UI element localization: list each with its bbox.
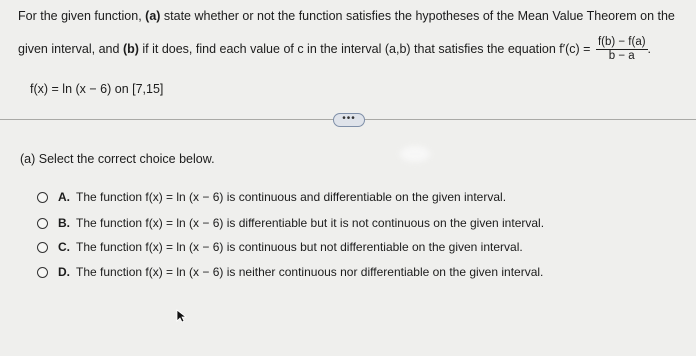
choice-c[interactable] <box>37 240 523 254</box>
question-line-1 <box>18 9 675 23</box>
choice-text: The function f(x) = ln (x − 6) is neither continuous nor differentiable on the given interval. <box>76 265 544 279</box>
question-text-2: if it does, find each value of c in the interval (a,b) that satisfies the equation f′(c) = <box>138 41 591 56</box>
choice-text: The function f(x) = ln (x − 6) is continuous but not differentiable on the given interval. <box>76 240 523 254</box>
radio-button-d[interactable] <box>37 267 48 278</box>
part-a-instruction: (a) Select the correct choice below. <box>20 152 215 166</box>
choice-letter: A. <box>58 190 70 204</box>
fraction-numerator: f(b) − f(a) <box>597 36 646 48</box>
radio-button-a[interactable] <box>37 192 48 203</box>
choice-letter: D. <box>58 265 70 279</box>
choice-text: The function f(x) = ln (x − 6) is differentiable but it is not continuous on the given interval. <box>76 216 545 230</box>
choice-b[interactable] <box>37 216 544 230</box>
choice-letter: B. <box>58 216 70 230</box>
fraction-period: . <box>647 41 652 56</box>
question-prefix: For the given function, <box>18 9 146 23</box>
part-a-marker: (a) <box>145 9 161 23</box>
question-prefix-2: given interval, and <box>18 41 123 56</box>
question-text: state whether or not the function satisfies the hypotheses of the Mean Value Theorem on the <box>160 9 675 23</box>
part-b-marker: (b) <box>122 41 139 56</box>
screen-glare <box>400 146 430 162</box>
choice-text: The function f(x) = ln (x − 6) is continuous and differentiable on the given interval. <box>76 190 507 204</box>
choice-d[interactable] <box>37 265 543 279</box>
mvt-fraction <box>596 36 648 63</box>
choice-a[interactable] <box>37 190 506 204</box>
choice-letter: C. <box>58 240 70 254</box>
mouse-cursor-icon <box>176 309 188 323</box>
radio-button-b[interactable] <box>37 218 48 229</box>
fraction-denominator: b − a <box>608 50 635 62</box>
expand-button[interactable]: ••• <box>333 113 365 127</box>
function-statement: f(x) = ln (x − 6) on [7,15] <box>30 82 164 96</box>
question-line-2 <box>18 36 651 63</box>
radio-button-c[interactable] <box>37 242 48 253</box>
